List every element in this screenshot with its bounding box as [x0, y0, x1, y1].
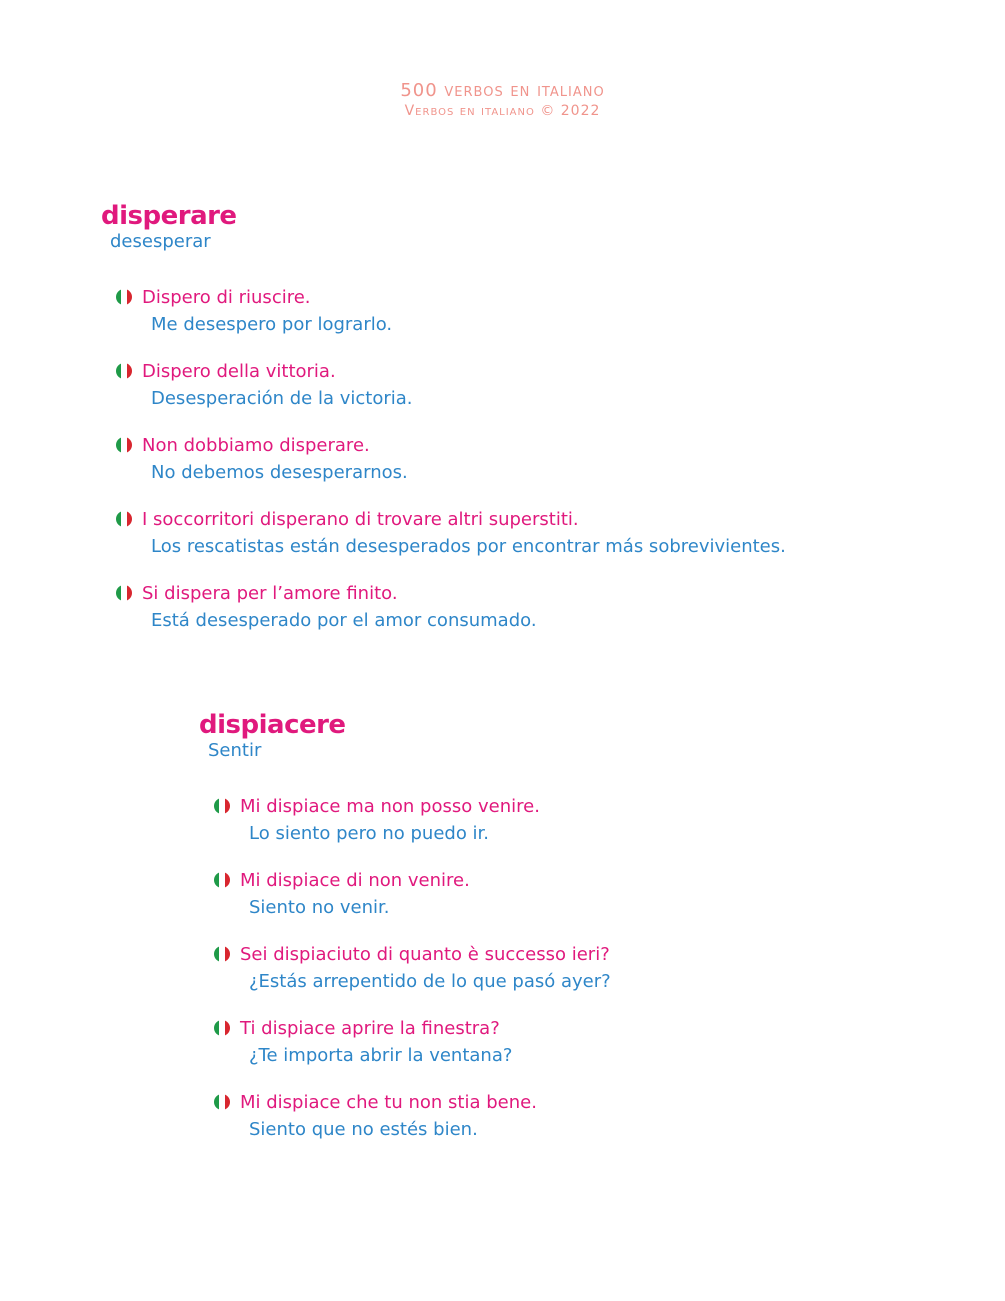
italian-sentence: Non dobbiamo disperare. [142, 434, 370, 456]
italian-sentence: Ti dispiace aprire la finestra? [240, 1017, 500, 1039]
italian-flag-icon [116, 511, 132, 527]
italian-flag-icon [214, 1020, 230, 1036]
verb-title: disperare [101, 201, 237, 231]
italian-flag-icon [214, 946, 230, 962]
italian-flag-icon [214, 798, 230, 814]
example-item [214, 1088, 611, 1162]
spanish-translation: ¿Te importa abrir la ventana? [249, 1045, 513, 1066]
italian-sentence: Mi dispiace che tu non stia bene. [240, 1091, 537, 1113]
spanish-translation: Desesperación de la victoria. [151, 388, 413, 409]
italian-sentence: I soccorritori disperano di trovare altri superstiti. [142, 508, 579, 530]
italian-sentence: Mi dispiace ma non posso venire. [240, 795, 540, 817]
italian-flag-icon [116, 363, 132, 379]
italian-flag-icon [116, 585, 132, 601]
example-item [116, 505, 786, 579]
example-list [214, 792, 611, 1162]
italian-sentence: Si dispera per l’amore finito. [142, 582, 398, 604]
example-item [116, 431, 786, 505]
example-list [116, 283, 786, 653]
page-header [0, 80, 1005, 120]
example-item [214, 866, 611, 940]
book-title: 500 verbos en italiano [400, 80, 605, 101]
example-item [214, 1014, 611, 1088]
verb-translation: desesperar [110, 231, 211, 252]
spanish-translation: Me desespero por lograrlo. [151, 314, 393, 335]
spanish-translation: Lo siento pero no puedo ir. [249, 823, 490, 844]
spanish-translation: Los rescatistas están desesperados por encontrar más sobrevivientes. [151, 536, 786, 557]
example-item [214, 792, 611, 866]
italian-sentence: Dispero di riuscire. [142, 286, 311, 308]
italian-flag-icon [116, 289, 132, 305]
example-item [116, 579, 786, 653]
italian-sentence: Sei dispiaciuto di quanto è successo ieri? [240, 943, 610, 965]
book-subtitle: Verbos en italiano © 2022 [404, 103, 601, 119]
spanish-translation: ¿Estás arrepentido de lo que pasó ayer? [249, 971, 611, 992]
italian-flag-icon [116, 437, 132, 453]
example-item [116, 283, 786, 357]
example-item [116, 357, 786, 431]
verb-translation: Sentir [208, 740, 262, 761]
example-item [214, 940, 611, 1014]
italian-flag-icon [214, 1094, 230, 1110]
spanish-translation: Siento no venir. [249, 897, 390, 918]
italian-sentence: Mi dispiace di non venire. [240, 869, 470, 891]
spanish-translation: No debemos desesperarnos. [151, 462, 408, 483]
italian-flag-icon [214, 872, 230, 888]
verb-entry-dispiacere [199, 710, 611, 1162]
verb-title: dispiacere [199, 710, 346, 740]
italian-sentence: Dispero della vittoria. [142, 360, 336, 382]
spanish-translation: Siento que no estés bien. [249, 1119, 478, 1140]
spanish-translation: Está desesperado por el amor consumado. [151, 610, 537, 631]
verb-entry-disperare [101, 201, 786, 653]
